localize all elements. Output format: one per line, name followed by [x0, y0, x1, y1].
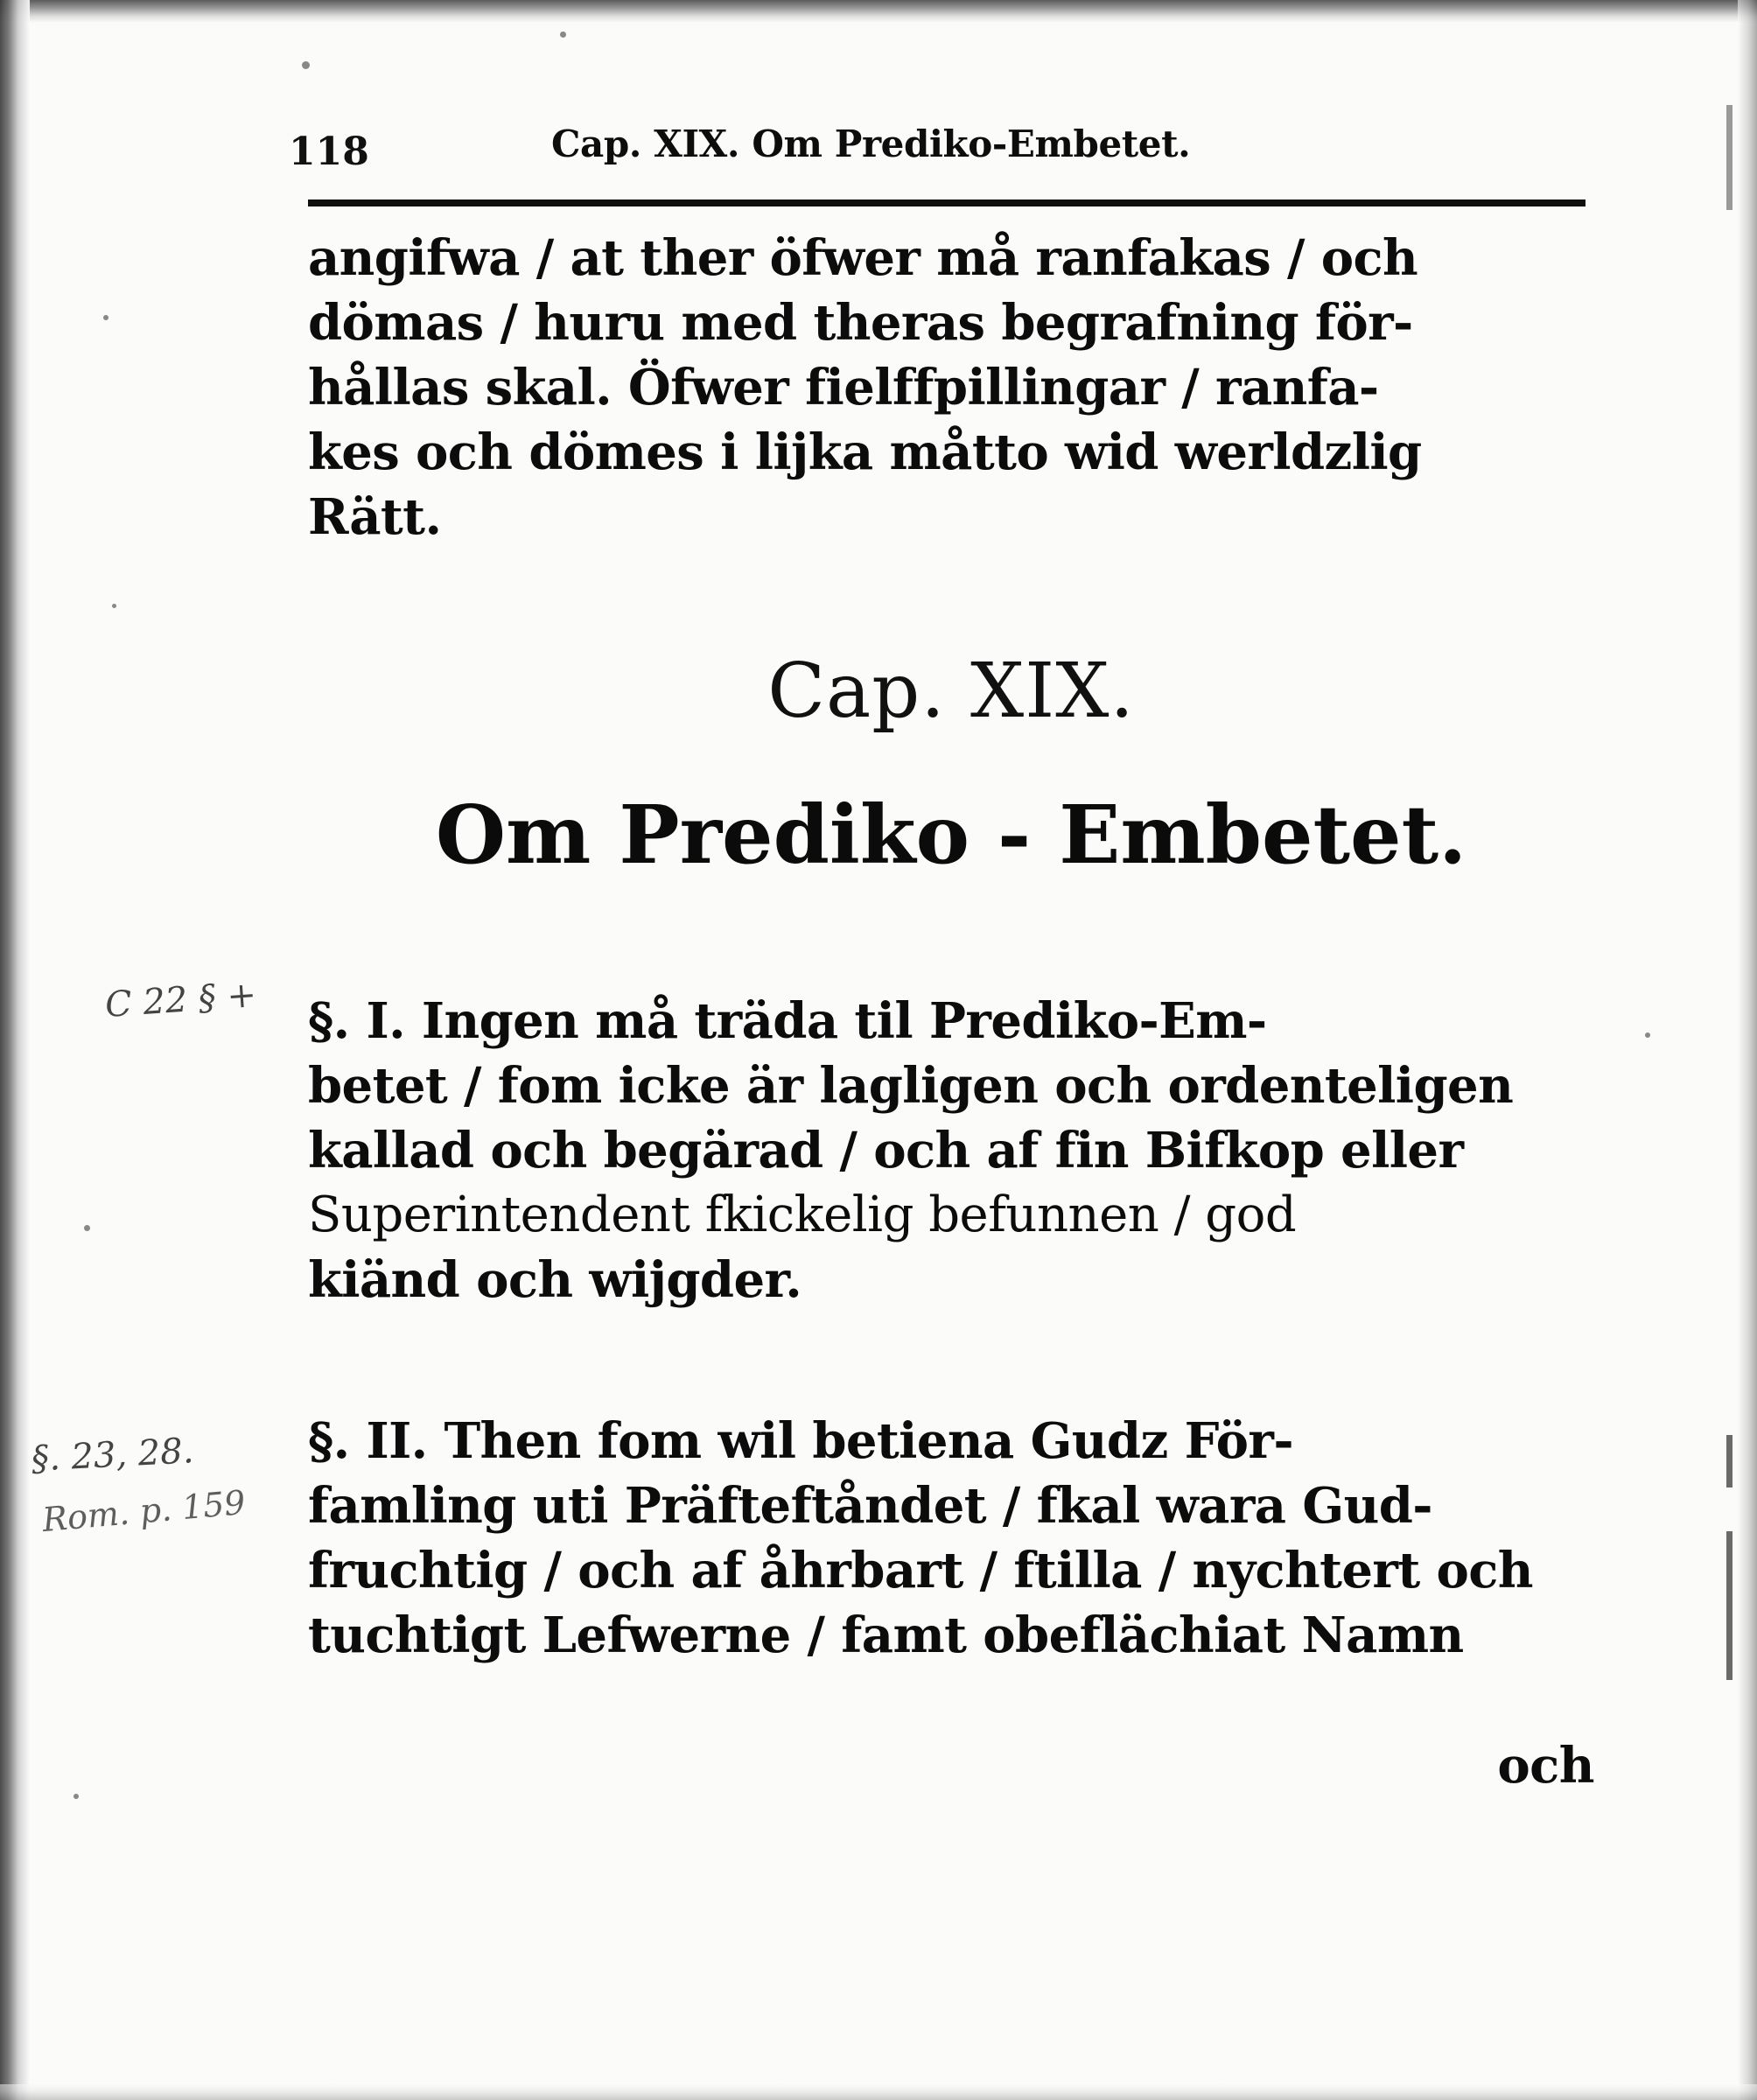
header-rule [308, 200, 1586, 206]
text-line: famling uti Präfteftåndet / fkal wara Gud- [308, 1477, 1432, 1535]
paper-speck [84, 1225, 90, 1231]
catchword: och [1497, 1737, 1594, 1795]
paragraph-section-2 [308, 1409, 1594, 1668]
paragraph-continuation [308, 226, 1594, 550]
chapter-number: Cap. XIX. [767, 648, 1135, 735]
text-line: tuchtigt Lefwerne / famt obeflächiat Namn [308, 1606, 1464, 1664]
binding-mark [1726, 105, 1732, 210]
text-line: hållas skal. Öfwer fielffpillingar / ranfa- [308, 359, 1379, 416]
text-line: kallad och begärad / och af fin Bifkop eller [308, 1122, 1464, 1180]
scan-edge-right [1738, 0, 1757, 2100]
paper-speck [112, 604, 116, 608]
page-header [289, 122, 1601, 175]
text-line: kiänd och wijgder. [308, 1251, 802, 1309]
scan-edge-bottom [0, 2084, 1757, 2100]
text-line: betet / fom icke är lagligen och ordenteligen [308, 1057, 1514, 1115]
text-line: Superintendent fkickelig befunnen / god [308, 1186, 1297, 1243]
scan-edge-left [0, 0, 30, 2100]
text-line: kes och dömes i lijka måtto wid werldzlig [308, 424, 1422, 481]
margin-note-page-ref: Rom. p. 159 [40, 1482, 248, 1540]
paper-speck [1645, 1032, 1650, 1038]
text-line: fruchtig / och af åhrbart / ftilla / nychtert och [308, 1542, 1533, 1600]
text-line: angifwa / at ther öfwer må ranfakas / och [308, 229, 1418, 287]
margin-note-section-ref: §. 23, 28. [30, 1431, 195, 1480]
paper-speck [560, 32, 566, 38]
text-line: dömas / huru med theras begrafning för- [308, 294, 1413, 352]
text-line: §. I. Ingen må träda til Prediko-Em- [308, 992, 1267, 1050]
paragraph-section-1 [308, 989, 1594, 1312]
paper-speck [103, 315, 108, 320]
folio-number: 118 [289, 130, 369, 174]
text-line: §. II. Then fom wil betiena Gudz För- [308, 1412, 1293, 1470]
paper-speck [302, 61, 310, 69]
chapter-title: Om Prediko - Embetet. [435, 788, 1467, 882]
text-line: Rätt. [308, 488, 442, 546]
running-head: Cap. XIX. Om Prediko-Embetet. [551, 122, 1191, 165]
binding-mark [1726, 1435, 1732, 1488]
binding-mark [1726, 1531, 1732, 1680]
scan-edge-top [0, 0, 1757, 23]
paper-speck [74, 1794, 79, 1799]
margin-note-chapter-ref: C 22 § + [103, 975, 258, 1026]
